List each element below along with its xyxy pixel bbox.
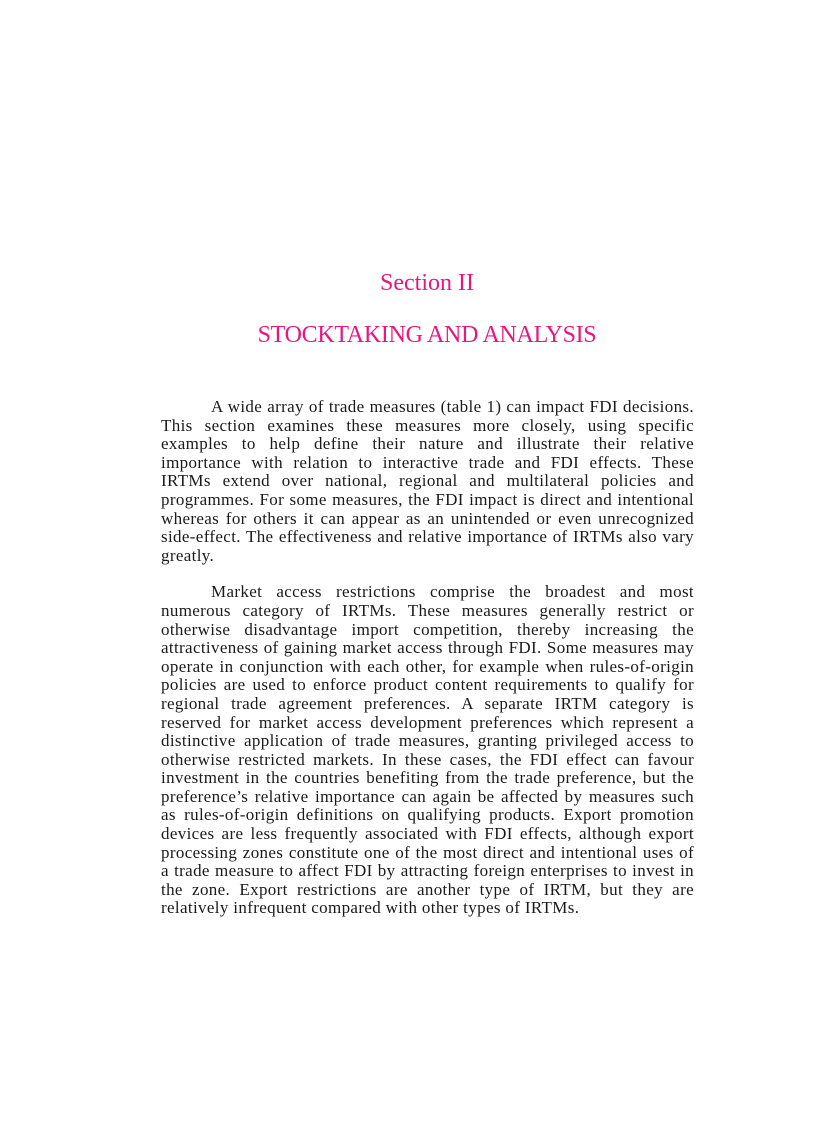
body-text [161, 398, 694, 936]
section-label: Section II [380, 270, 474, 296]
paragraph-market-access: Market access restrictions comprise the broadest and most numerous category of IRTMs. These measures generally restrict or otherwise disadvantage import competition, thereby increasing the attractiveness of gaining market access through FDI. Some measures may operate in conjunction with each other, for example when rules-of-origin policies are used to enforce product content requirements to qualify for regional trade agreement preferences. A separate IRTM category is reserved for market access development preferences which represent a distinctive application of trade measures, granting privileged access to otherwise restricted markets. In these cases, the FDI effect can favour investment in the countries benefiting from the trade preference, but the preference’s relative importance can again be affected by measures such as rules-of-origin definitions on qualifying products. Export promotion devices are less frequently associated with FDI effects, although export processing zones constitute one of the most direct and intentional uses of a trade measure to affect FDI by attracting foreign enterprises to invest in the zone. Export restrictions are another type of IRTM, but they are relatively infrequent compared with other types of IRTMs. [161, 582, 694, 918]
paragraph-trade-measures: A wide array of trade measures (table 1) can impact FDI decisions. This section examines these measures more closely, using specific examples to help define their nature and illustrate their relative importance with relation to interactive trade and FDI effects. These IRTMs extend over national, regional and multilateral policies and programmes. For some measures, the FDI impact is direct and intentional whereas for others it can appear as an unintended or even unrecognized side-effect. The effectiveness and relative importance of IRTMs also vary greatly. [161, 397, 694, 565]
section-title: STOCKTAKING AND ANALYSIS [257, 322, 597, 348]
